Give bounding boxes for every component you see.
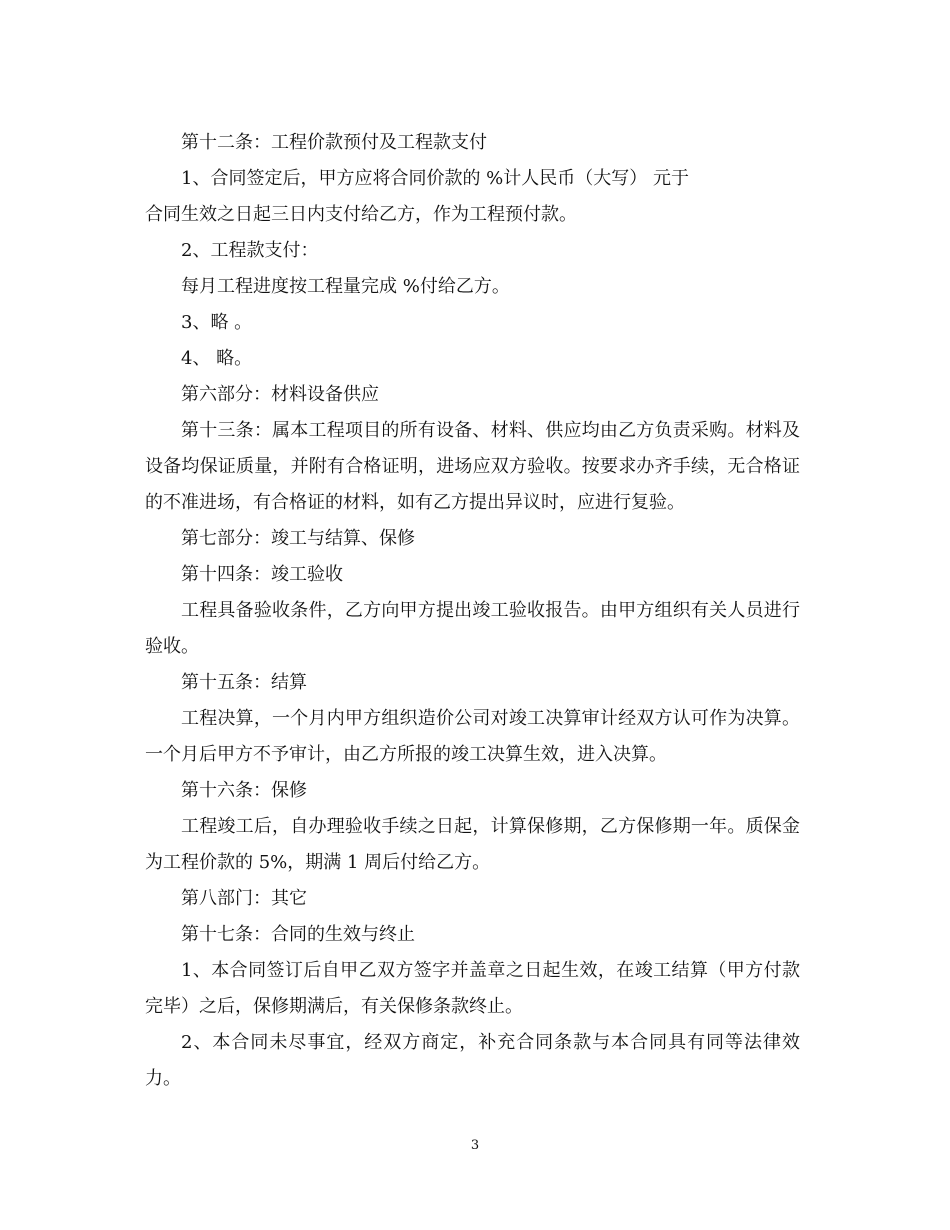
- paragraph-progress-payment-title: 2、工程款支付：: [181, 240, 319, 261]
- paragraph-part-6-title: 第六部分：材料设备供应: [181, 384, 379, 405]
- paragraph-clause-17-title: 第十七条：合同的生效与终止: [181, 924, 415, 945]
- paragraph-monthly-payment: 每月工程进度按工程量完成 %付给乙方。: [181, 276, 510, 297]
- paragraph-acceptance: 工程具备验收条件，乙方向甲方提出竣工验收报告。由甲方组织有关人员进行验收。: [145, 600, 800, 657]
- paragraph-clause-16-title: 第十六条：保修: [181, 780, 307, 801]
- paragraph-warranty: 工程竣工后，自办理验收手续之日起，计算保修期，乙方保修期一年。质保金为工程价款的 5%，期满 1 周后付给乙方。: [145, 816, 800, 873]
- paragraph-clause-12-title: 第十二条：工程价款预付及工程款支付: [181, 132, 487, 153]
- paragraph-clause-13: 第十三条：属本工程项目的所有设备、材料、供应均由乙方负责采购。材料及设备均保证质量，并附有合格证明，进场应双方验收。按要求办齐手续，无合格证的不准进场，有合格证的材料，如有乙方提出异议时，应进行复验。: [145, 420, 800, 513]
- page-number: 3: [470, 1138, 480, 1153]
- paragraph-supplementary: 2、本合同未尽事宜，经双方商定，补充合同条款与本合同具有同等法律效力。: [145, 1032, 800, 1089]
- paragraph-advance-payment: 1、合同签定后，甲方应将合同价款的 %计人民币（大写） 元于: [181, 168, 689, 189]
- paragraph-settlement: 工程决算，一个月内甲方组织造价公司对竣工决算审计经双方认可作为决算。一个月后甲方不予审计，由乙方所报的竣工决算生效，进入决算。: [145, 708, 800, 765]
- paragraph-item-4: 4、 略。: [181, 348, 253, 369]
- paragraph-advance-payment-cont: 合同生效之日起三日内支付给乙方，作为工程预付款。: [145, 204, 577, 225]
- paragraph-part-8-title: 第八部门：其它: [181, 888, 307, 909]
- paragraph-clause-15-title: 第十五条：结算: [181, 672, 307, 693]
- paragraph-part-7-title: 第七部分：竣工与结算、保修: [181, 528, 415, 549]
- paragraph-item-3: 3、略 。: [181, 312, 253, 333]
- paragraph-clause-14-title: 第十四条：竣工验收: [181, 564, 343, 585]
- paragraph-effectiveness: 1、本合同签订后自甲乙双方签字并盖章之日起生效，在竣工结算（甲方付款完毕）之后，保修期满后，有关保修条款终止。: [145, 960, 800, 1017]
- document-body: [145, 125, 800, 1097]
